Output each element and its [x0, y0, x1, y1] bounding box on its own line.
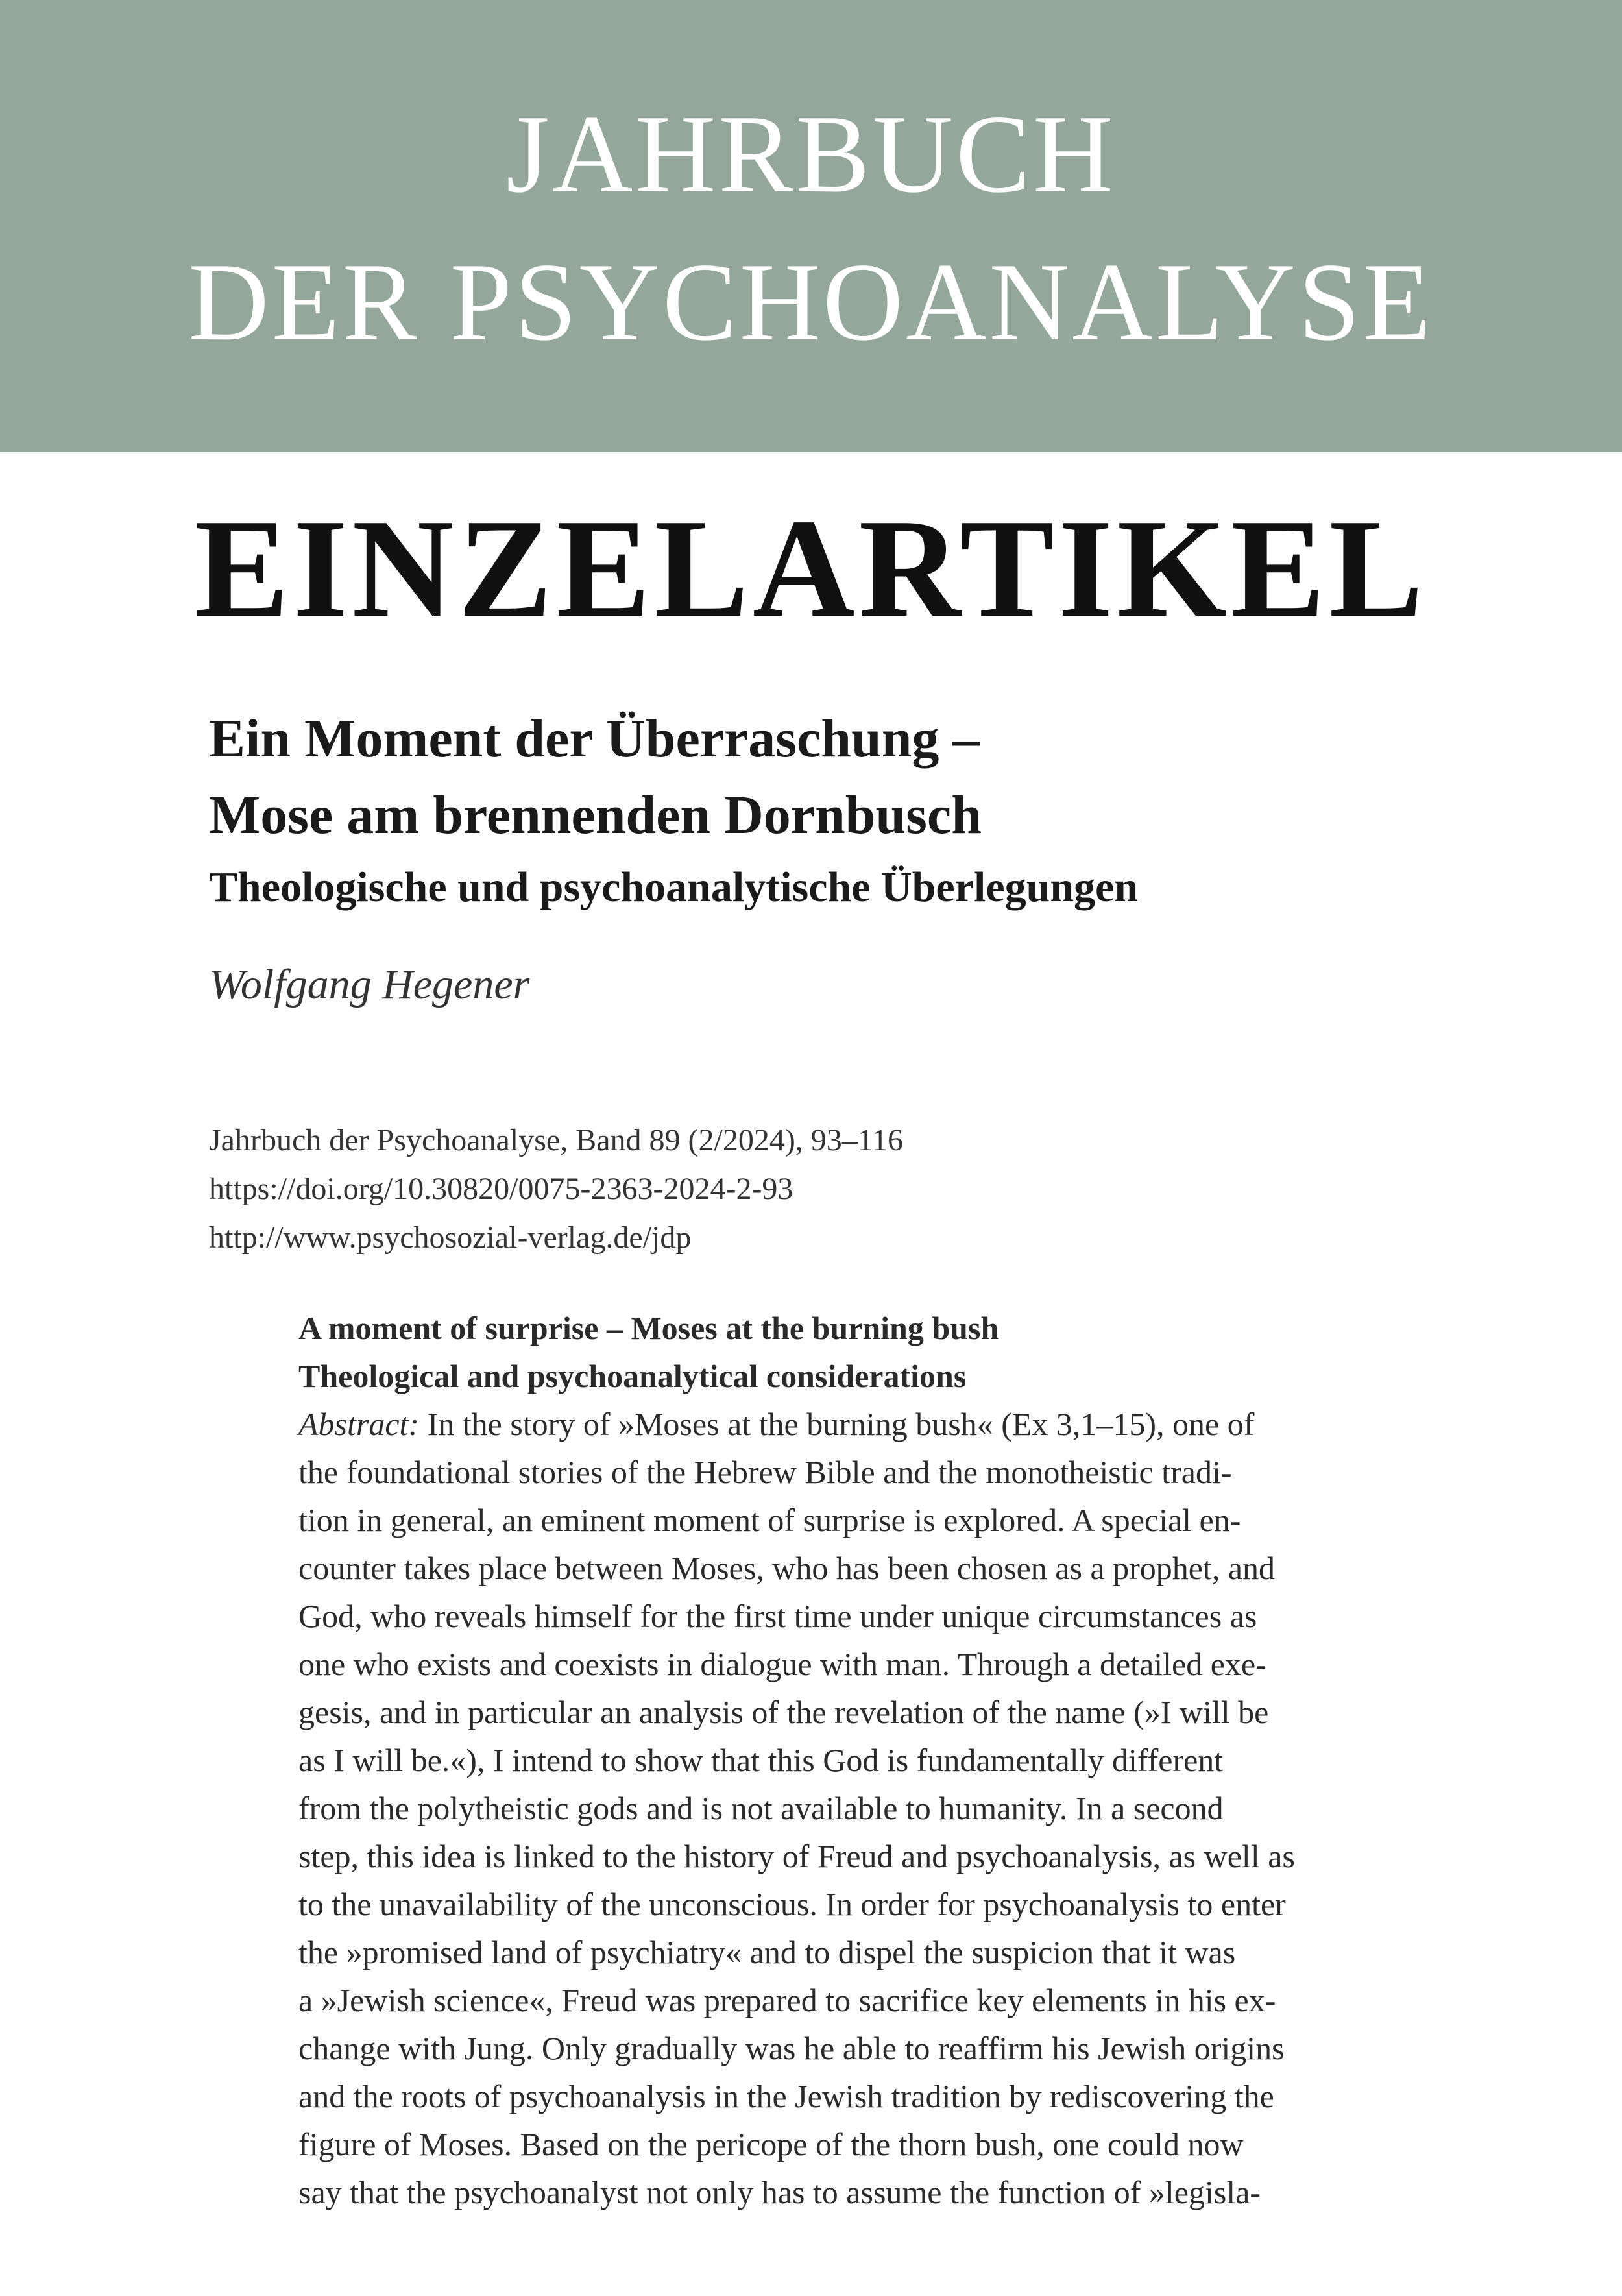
citation-url: http://www.psychosozial-verlag.de/jdp: [209, 1220, 692, 1255]
abstract-line: counter takes place between Moses, who has been chosen as a prophet, and: [298, 1550, 1276, 1586]
journal-title-line1: JAHRBUCH: [506, 93, 1116, 216]
journal-banner: [0, 0, 1622, 452]
abstract-line-text: In the story of »Moses at the burning bush« (Ex 3,1–15), one of: [419, 1406, 1255, 1442]
citation-reference: Jahrbuch der Psychoanalyse, Band 89 (2/2024), 93–116: [209, 1123, 904, 1157]
abstract-line: [298, 1400, 1369, 1448]
abstract-line: a »Jewish science«, Freud was prepared to sacrifice key elements in his ex-: [298, 1982, 1276, 2018]
abstract-block: [298, 1304, 1369, 2216]
abstract-line: change with Jung. Only gradually was he able to reaffirm his Jewish origins: [298, 2030, 1285, 2066]
journal-title-line2: DER PSYCHOANALYSE: [188, 241, 1434, 364]
abstract-subtitle: Theological and psychoanalytical considerations: [298, 1358, 967, 1394]
abstract-line: from the polytheistic gods and is not available to humanity. In a second: [298, 1790, 1224, 1826]
article-title-line1: Ein Moment der Überraschung –: [209, 708, 980, 769]
abstract-title: A moment of surprise – Moses at the burning bush: [298, 1310, 999, 1346]
article-type-label: EINZELARTIKEL: [195, 490, 1427, 647]
article-subtitle: Theologische und psychoanalytische Überlegungen: [209, 864, 1139, 911]
abstract-line: say that the psychoanalyst not only has to assume the function of »legisla-: [298, 2174, 1261, 2210]
citation-doi: https://doi.org/10.30820/0075-2363-2024-2-93: [209, 1172, 793, 1206]
abstract-line: to the unavailability of the unconscious. In order for psychoanalysis to enter: [298, 1886, 1286, 1922]
citation-block: [209, 1116, 903, 1262]
abstract-line: tion in general, an eminent moment of surprise is explored. A special en-: [298, 1502, 1241, 1538]
abstract-label: Abstract:: [298, 1406, 420, 1442]
article-title-line2: Mose am brennenden Dornbusch: [209, 785, 982, 845]
abstract-line: figure of Moses. Based on the pericope of the thorn bush, one could now: [298, 2126, 1244, 2162]
abstract-line: and the roots of psychoanalysis in the Jewish tradition by rediscovering the: [298, 2078, 1274, 2114]
abstract-line: as I will be.«), I intend to show that this God is fundamentally different: [298, 1742, 1224, 1778]
abstract-body: [298, 1400, 1369, 2216]
article-author: Wolfgang Hegener: [209, 961, 530, 1008]
abstract-line: gesis, and in particular an analysis of the revelation of the name (»I will be: [298, 1694, 1269, 1730]
abstract-line: one who exists and coexists in dialogue with man. Through a detailed exe-: [298, 1646, 1266, 1682]
abstract-line: step, this idea is linked to the history of Freud and psychoanalysis, as well as: [298, 1838, 1295, 1874]
abstract-line: the foundational stories of the Hebrew Bible and the monotheistic tradi-: [298, 1454, 1232, 1490]
article-title: [209, 701, 982, 854]
abstract-line: God, who reveals himself for the first time under unique circumstances as: [298, 1598, 1257, 1634]
abstract-line: the »promised land of psychiatry« and to dispel the suspicion that it was: [298, 1934, 1236, 1970]
